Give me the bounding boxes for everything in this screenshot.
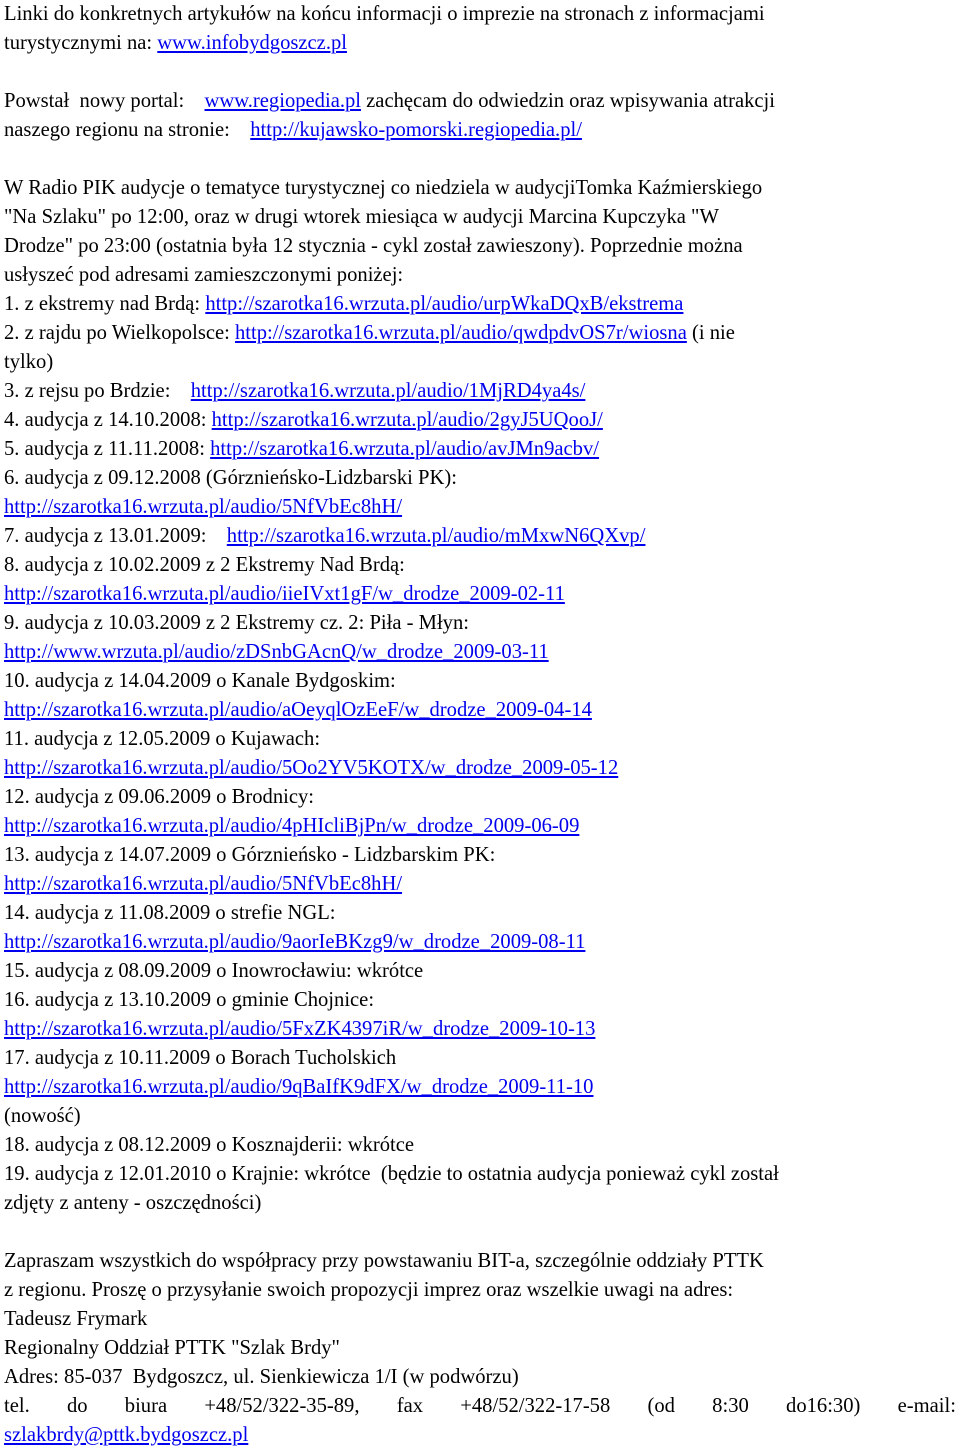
portal-text: Powstał nowy portal: [4,90,185,112]
phone-number: +48/52/322-35-89, [204,1395,360,1417]
radio-section [4,174,956,290]
intro-text: turystycznymi na: [4,32,153,54]
audio-link[interactable]: http://szarotka16.wrzuta.pl/audio/9qBaIfK9dFX/w_drodze_2009-11-10 [4,1076,594,1098]
list-item-link-line [4,696,956,725]
list-item-continuation: zdjęty z anteny - oszczędności) [4,1192,262,1214]
phone-word: (od [647,1395,675,1417]
item-label: 1. z ekstremy nad Brdą: [4,293,201,315]
list-item: 14. audycja z 11.08.2009 o strefie NGL: [4,902,336,924]
item-label: 5. audycja z 11.11.2008: [4,438,205,460]
intro-line-1: Linki do konkretnych artykułów na końcu informacji o imprezie na stronach z informacjami [4,3,765,25]
item-label: 2. z rajdu po Wielkopolsce: [4,322,230,344]
list-item [4,406,956,435]
audio-link[interactable]: http://szarotka16.wrzuta.pl/audio/9aorIeBKzg9/w_drodze_2009-08-11 [4,931,586,953]
phone-word: e-mail: [897,1395,956,1417]
item-label: 7. audycja z 13.01.2009: [4,525,207,547]
footer-line: Zapraszam wszystkich do współpracy przy powstawaniu BIT-a, szczególnie oddziały PTTK [4,1250,764,1272]
audio-link[interactable]: http://szarotka16.wrzuta.pl/audio/5NfVbEc8hH/ [4,873,403,895]
list-item-link-line [4,638,956,667]
phone-word: tel. [4,1395,30,1417]
audio-link[interactable]: http://www.wrzuta.pl/audio/zDSnbGAcnQ/w_drodze_2009-03-11 [4,641,549,663]
fax-number: +48/52/322-17-58 [460,1395,611,1417]
phone-word: do [66,1395,88,1417]
spacer [4,1218,956,1247]
audio-link[interactable]: http://szarotka16.wrzuta.pl/audio/4pHIcliBjPn/w_drodze_2009-06-09 [4,815,580,837]
list-item [4,290,956,319]
list-item: 10. audycja z 14.04.2009 o Kanale Bydgoskim: [4,670,396,692]
list-item: 8. audycja z 10.02.2009 z 2 Ekstremy Nad Brdą: [4,554,405,576]
list-item-link-line [4,928,956,957]
list-item: 12. audycja z 09.06.2009 o Brodnicy: [4,786,314,808]
infobydgoszcz-link[interactable]: www.infobydgoszcz.pl [157,32,347,54]
email-link[interactable]: szlakbrdy@pttk.bydgoszcz.pl [4,1424,249,1446]
kujawsko-pomorski-link[interactable]: http://kujawsko-pomorski.regiopedia.pl/ [250,119,582,141]
audio-link[interactable]: http://szarotka16.wrzuta.pl/audio/5FxZK4397iR/w_drodze_2009-10-13 [4,1018,596,1040]
item-label: 4. audycja z 14.10.2008: [4,409,207,431]
list-item-link-line [4,870,956,899]
list-item [4,435,956,464]
intro-section [4,0,956,145]
list-item: 6. audycja z 09.12.2008 (Górznieńsko-Lidzbarski PK): [4,467,457,489]
contact-name: Tadeusz Frymark [4,1308,148,1330]
list-item-note: (nowość) [4,1105,81,1127]
phone-word: 8:30 [712,1395,749,1417]
list-item: 13. audycja z 14.07.2009 o Górznieńsko - Lidzbarskim PK: [4,844,496,866]
list-item: 17. audycja z 10.11.2009 o Borach Tucholskich [4,1047,397,1069]
list-item-link-line [4,1015,956,1044]
audio-link[interactable]: http://szarotka16.wrzuta.pl/audio/urpWkaDQxB/ekstrema [205,293,684,315]
contact-address: Adres: 85-037 Bydgoszcz, ul. Sienkiewicza 1/I (w podwórzu) [4,1366,519,1388]
radio-line: "Na Szlaku" po 12:00, oraz w drugi wtorek miesiąca w audycji Marcina Kupczyka "W [4,206,719,228]
audio-link[interactable]: http://szarotka16.wrzuta.pl/audio/mMxwN6QXvp/ [226,525,646,547]
list-item: 18. audycja z 08.12.2009 o Kosznajderii: wkrótce [4,1134,415,1156]
audio-link[interactable]: http://szarotka16.wrzuta.pl/audio/2gyJ5UQooJ/ [211,409,603,431]
radio-line: Drodze" po 23:00 (ostatnia była 12 stycznia - cykl został zawieszony). Poprzednie można [4,235,743,257]
list-item-link-line [4,493,956,522]
footer-line: z regionu. Proszę o przysyłanie swoich propozycji imprez oraz wszelkie uwagi na adres: [4,1279,734,1301]
list-item-link-line [4,580,956,609]
radio-line: usłyszeć pod adresami zamieszczonymi poniżej: [4,264,404,286]
audio-link[interactable]: http://szarotka16.wrzuta.pl/audio/5Oo2YV5KOTX/w_drodze_2009-05-12 [4,757,619,779]
regiopedia-link[interactable]: www.regiopedia.pl [204,90,362,112]
audio-link[interactable]: http://szarotka16.wrzuta.pl/audio/qwdpdvOS7r/wiosna [235,322,687,344]
list-item [4,319,956,348]
list-item [4,522,956,551]
contact-organization: Regionalny Oddział PTTK "Szlak Brdy" [4,1337,340,1359]
list-item-link-line [4,754,956,783]
spacer [4,58,956,87]
list-item: 15. audycja z 08.09.2009 o Inowrocławiu: wkrótce [4,960,424,982]
portal-text-b: zachęcam do odwiedzin oraz wpisywania atrakcji [366,90,776,112]
list-item-link-line [4,1073,956,1102]
portal-line-2 [4,116,956,145]
audio-list [4,290,956,1218]
list-item: 9. audycja z 10.03.2009 z 2 Ekstremy cz. 2: Piła - Młyn: [4,612,469,634]
phone-word: biura [124,1395,168,1417]
item-tail: (i nie [692,322,735,344]
list-item: 11. audycja z 12.05.2009 o Kujawach: [4,728,321,750]
audio-link[interactable]: http://szarotka16.wrzuta.pl/audio/aOeyqlOzEeF/w_drodze_2009-04-14 [4,699,592,721]
list-item-continuation: tylko) [4,351,54,373]
list-item [4,377,956,406]
audio-link[interactable]: http://szarotka16.wrzuta.pl/audio/iieIVxt1gF/w_drodze_2009-02-11 [4,583,565,605]
item-label: 3. z rejsu po Brdzie: [4,380,171,402]
portal-line-1 [4,87,956,116]
audio-link[interactable]: http://szarotka16.wrzuta.pl/audio/5NfVbEc8hH/ [4,496,403,518]
list-item: 16. audycja z 13.10.2009 o gminie Chojnice: [4,989,375,1011]
contact-phone-line [4,1392,956,1421]
phone-word: fax [396,1395,424,1417]
spacer [4,145,956,174]
email-line [4,1421,956,1450]
radio-line: W Radio PIK audycje o tematyce turystycznej co niedziela w audycjiTomka Kaźmierskiego [4,177,763,199]
intro-line-2 [4,29,956,58]
audio-link[interactable]: http://szarotka16.wrzuta.pl/audio/1MjRD4ya4s/ [190,380,586,402]
footer-section [4,1247,956,1450]
list-item-link-line [4,812,956,841]
audio-link[interactable]: http://szarotka16.wrzuta.pl/audio/avJMn9acbv/ [210,438,599,460]
phone-word: do16:30) [786,1395,861,1417]
list-item: 19. audycja z 12.01.2010 o Krajnie: wkrótce (będzie to ostatnia audycja ponieważ cykl został [4,1163,779,1185]
portal-text-c: naszego regionu na stronie: [4,119,230,141]
